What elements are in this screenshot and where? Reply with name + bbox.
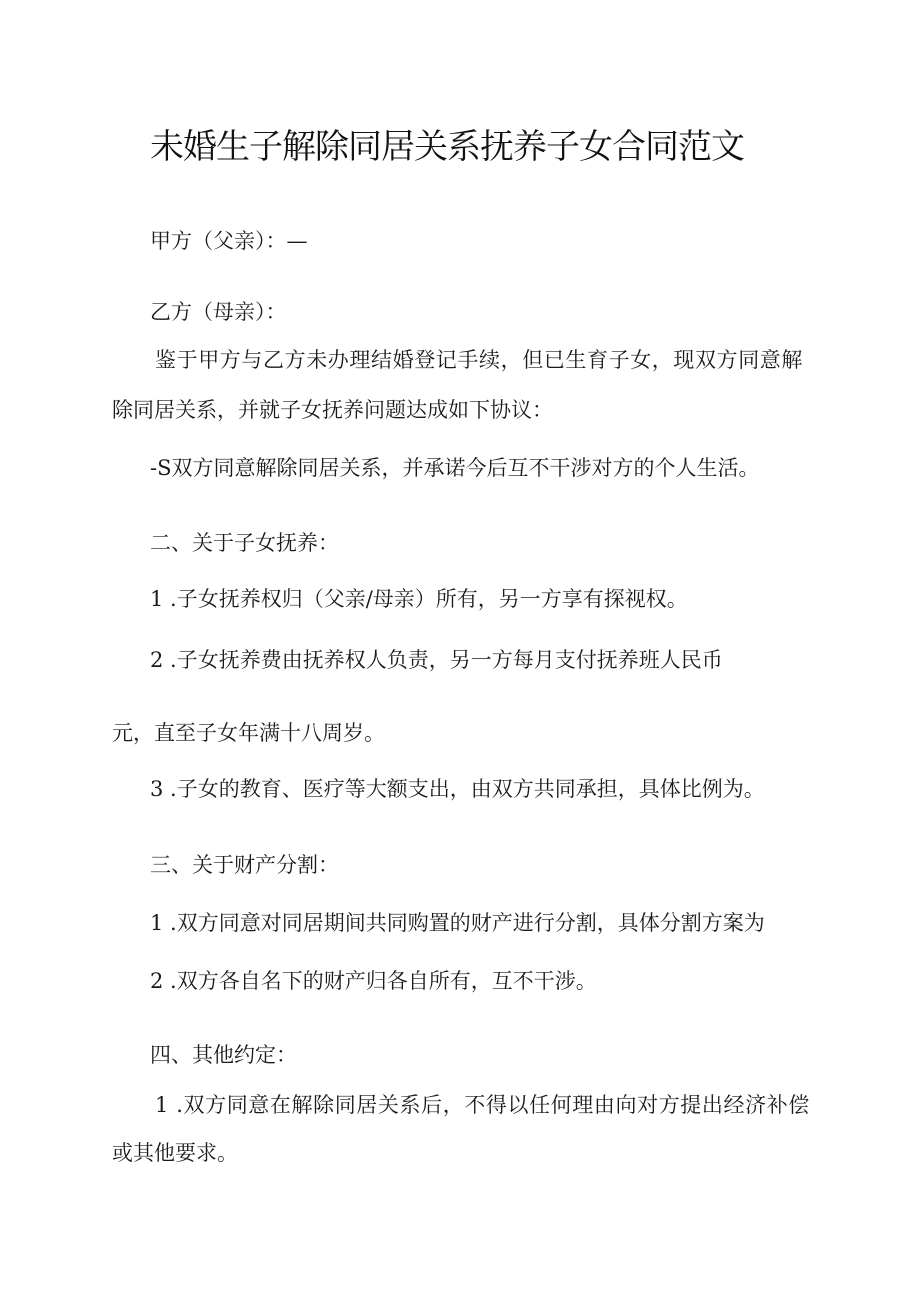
section-3-item-2: 2 .双方各自名下的财产归各自所有，互不干涉。 (150, 969, 597, 993)
section-4-item-1-line-1: 1 .双方同意在解除同居关系后，不得以任何理由向对方提出经济补偿 (155, 1093, 810, 1117)
section-2-item-2-line-2: 元，直至子女年满十八周岁。 (112, 721, 385, 745)
document-title: 未婚生子解除同居关系抚养子女合同范文 (150, 127, 744, 167)
section-2-item-1: 1 .子女抚养权归（父亲/母亲）所有，另一方享有探视权。 (150, 587, 688, 611)
section-3-item-1: 1 .双方同意对同居期间共同购置的财产进行分割，具体分割方案为 (150, 911, 765, 935)
party-b-line: 乙方（母亲）： (150, 300, 287, 324)
section-2-heading: 二、关于子女抚养： (150, 531, 339, 555)
section-2-item-2-line-1: 2 .子女抚养费由抚养权人负责，另一方每月支付抚养班人民币 (150, 648, 723, 672)
preamble-line-1: 鉴于甲方与乙方未办理结婚登记手续，但已生育子女，现双方同意解 (155, 348, 803, 372)
section-4-item-1-line-2: 或其他要求。 (112, 1141, 238, 1165)
section-3-heading: 三、关于财产分割： (150, 853, 339, 877)
party-a-line: 甲方（父亲）：— (150, 229, 308, 253)
clause-1: -S双方同意解除同居关系，并承诺今后互不干涉对方的个人生活。 (150, 456, 760, 480)
section-2-item-3: 3 .子女的教育、医疗等大额支出，由双方共同承担，具体比例为。 (150, 777, 765, 801)
preamble-line-2: 除同居关系，并就子女抚养问题达成如下协议： (112, 398, 553, 422)
section-4-heading: 四、其他约定： (150, 1043, 297, 1067)
